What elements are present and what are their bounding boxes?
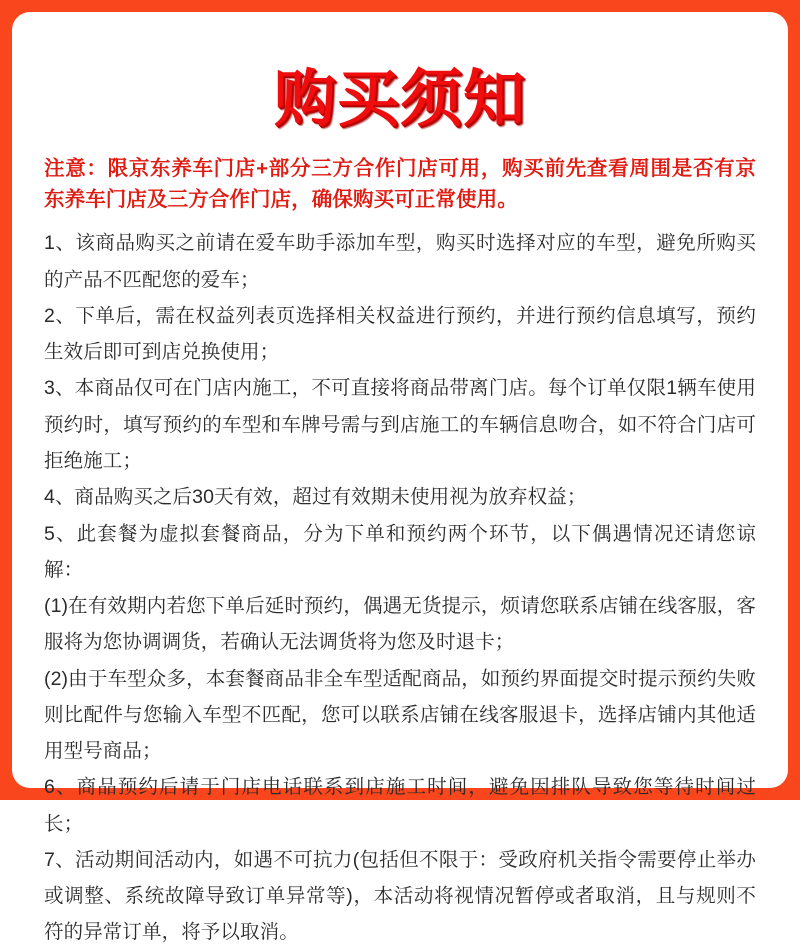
page-title-wrapper	[42, 62, 758, 135]
rule-item: 3、本商品仅可在门店内施工，不可直接将商品带离门店。每个订单仅限1辆车使用预约时，填写预约的车型和车牌号需与到店施工的车辆信息吻合，如不符合门店可拒绝施工；	[44, 377, 756, 472]
rule-subitem: (2)由于车型众多，本套餐商品非全车型适配商品，如预约界面提交时提示预约失败则比配件与您输入车型不匹配，您可以联系店铺在线客服退卡，选择店铺内其他适用型号商品；	[44, 667, 756, 763]
rule-item: 6、商品预约后请于门店电话联系到店施工时间，避免因排队导致您等待时间过长；	[44, 776, 756, 835]
rule-item: 5、此套餐为虚拟套餐商品，分为下单和预约两个环节，以下偶遇情况还请您谅解：	[44, 522, 756, 581]
rule-item: 7、活动期间活动内，如遇不可抗力(包括但不限于：受政府机关指令需要停止举办或调整、系统故障导致订单异常等)，本活动将视情况暂停或者取消，且与规则不符的异常订单，将予以取消。	[44, 848, 756, 944]
rules-list	[42, 225, 758, 950]
rule-item: 4、商品购买之后30天有效，超过有效期未使用视为放弃权益；	[44, 486, 587, 509]
notice-panel	[12, 12, 788, 944]
rule-item: 2、下单后，需在权益列表页选择相关权益进行预约，并进行预约信息填写，预约生效后即可到店兑换使用；	[44, 304, 756, 364]
page-title: 购买须知	[273, 62, 526, 135]
important-notice-text: 注意：限京东养车门店+部分三方合作门店可用，购买前先查看周围是否有京东养车门店及三方合作门店，确保购买可正常使用。	[44, 157, 756, 212]
rule-item: 1、该商品购买之前请在爱车助手添加车型，购买时选择对应的车型，避免所购买的产品不匹配您的爱车；	[44, 232, 756, 291]
rule-subitem: (1)在有效期内若您下单后延时预约，偶遇无货提示，烦请您联系店铺在线客服，客服将为您协调调货，若确认无法调货将为您及时退卡；	[44, 595, 756, 654]
